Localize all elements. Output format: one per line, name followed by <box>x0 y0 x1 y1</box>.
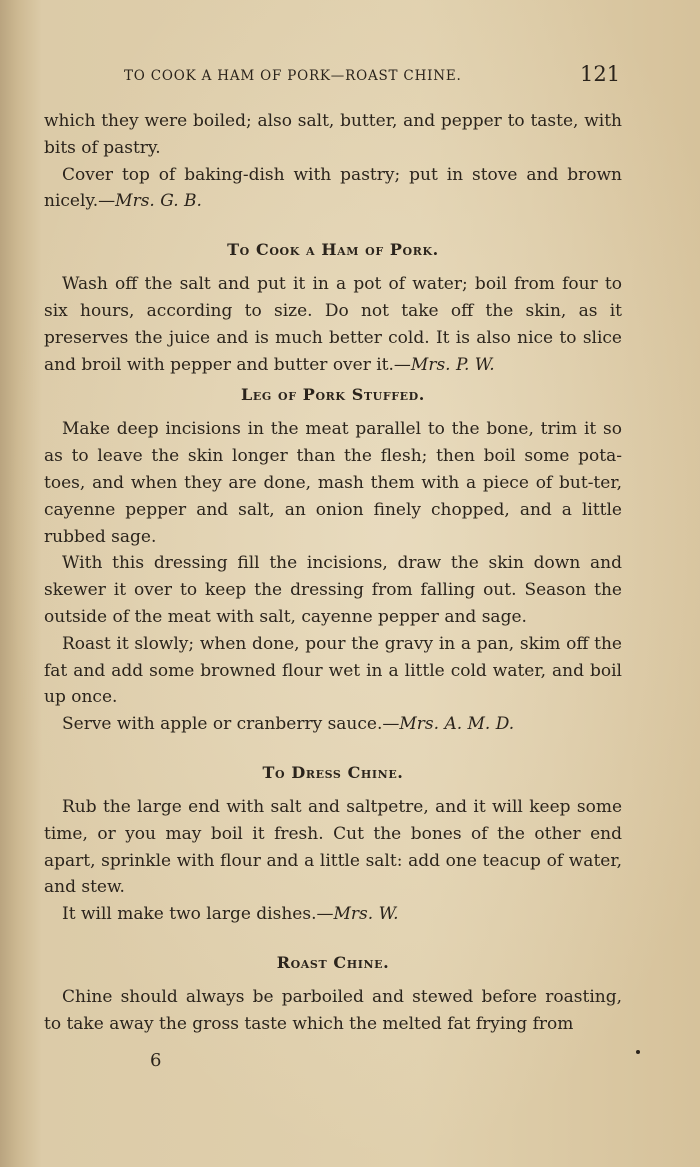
chine-recipe <box>44 760 622 928</box>
ham-attribution: —Mrs. P. W. <box>393 354 495 375</box>
intro-text-1: which they were boiled; also salt, butter, and pepper to taste, with bits of pastry. <box>44 111 622 158</box>
leg-paragraph-1 <box>44 416 622 550</box>
page-number: 121 <box>580 62 621 86</box>
ham-recipe <box>44 237 622 378</box>
ham-heading: To Cook a Ham of Pork. <box>227 240 439 260</box>
roast-heading: Roast Chine. <box>276 952 390 972</box>
intro-attribution: —Mrs. G. B. <box>98 191 202 212</box>
roast-recipe <box>44 950 622 1038</box>
chine-text-1: Rub the large end with salt and saltpetre, and it will keep some time, or you may boil it fresh. Cut the bones of the other end apart, sprinkle with flour and a little salt: add one teacup of water, and stew. <box>44 796 622 898</box>
running-head: TO COOK A HAM OF PORK—ROAST CHINE. <box>124 68 462 84</box>
intro-paragraph-2 <box>44 162 622 216</box>
leg-paragraph-2 <box>44 550 622 630</box>
page-header <box>0 62 700 90</box>
chine-paragraph-2 <box>44 901 622 928</box>
page-body <box>44 108 622 1038</box>
chine-attribution: —Mrs. W. <box>316 904 399 925</box>
roast-text-1: Chine should always be parboiled and stewed before roasting, to take away the gross taste which the melted fat frying from <box>44 986 622 1034</box>
leg-recipe <box>44 382 622 738</box>
leg-text-3: Roast it slowly; when done, pour the gravy in a pan, skim off the fat and add some browned flour wet in a little cold water, and boil up once. <box>44 633 622 708</box>
ham-paragraph-1 <box>44 271 622 378</box>
leg-text-4: Serve with apple or cranberry sauce. <box>62 714 383 735</box>
chine-text-2: It will make two large dishes. <box>62 904 317 925</box>
leg-heading: Leg of Pork Stuffed. <box>241 385 425 405</box>
chine-paragraph-1 <box>44 794 622 901</box>
leg-paragraph-3 <box>44 631 622 711</box>
leg-text-2: With this dressing fill the incisions, draw the skin down and skewer it over to keep the dressing from falling out. Season the outside of the meat with salt, cayenne pepper and sage. <box>44 553 622 627</box>
leg-attribution: —Mrs. A. M. D. <box>382 714 515 735</box>
roast-paragraph-1 <box>44 984 622 1038</box>
chine-heading: To Dress Chine. <box>262 762 404 782</box>
intro-section <box>44 108 622 215</box>
leg-text-1: Make deep incisions in the meat parallel to the bone, trim it so as to leave the skin longer than the flesh; then boil some pota-toes, and when they are done, mash them with a piece of but-ter, cayenne pepper and salt, an onion finely chopped, and a little rubbed sage. <box>44 419 622 547</box>
signature-mark: 6 <box>150 1050 162 1071</box>
paper-speck <box>636 1050 640 1054</box>
intro-text-2: Cover top of baking-dish with pastry; put in stove and brown nicely. <box>44 164 622 212</box>
intro-paragraph-1 <box>44 108 622 162</box>
ham-text-1: Wash off the salt and put it in a pot of water; boil from four to six hours, according to size. Do not take off the skin, as it preserves the juice and is much better cold. It is also nice to slice and broil with pepper and butter over it. <box>44 274 622 375</box>
leg-paragraph-4 <box>44 711 622 738</box>
